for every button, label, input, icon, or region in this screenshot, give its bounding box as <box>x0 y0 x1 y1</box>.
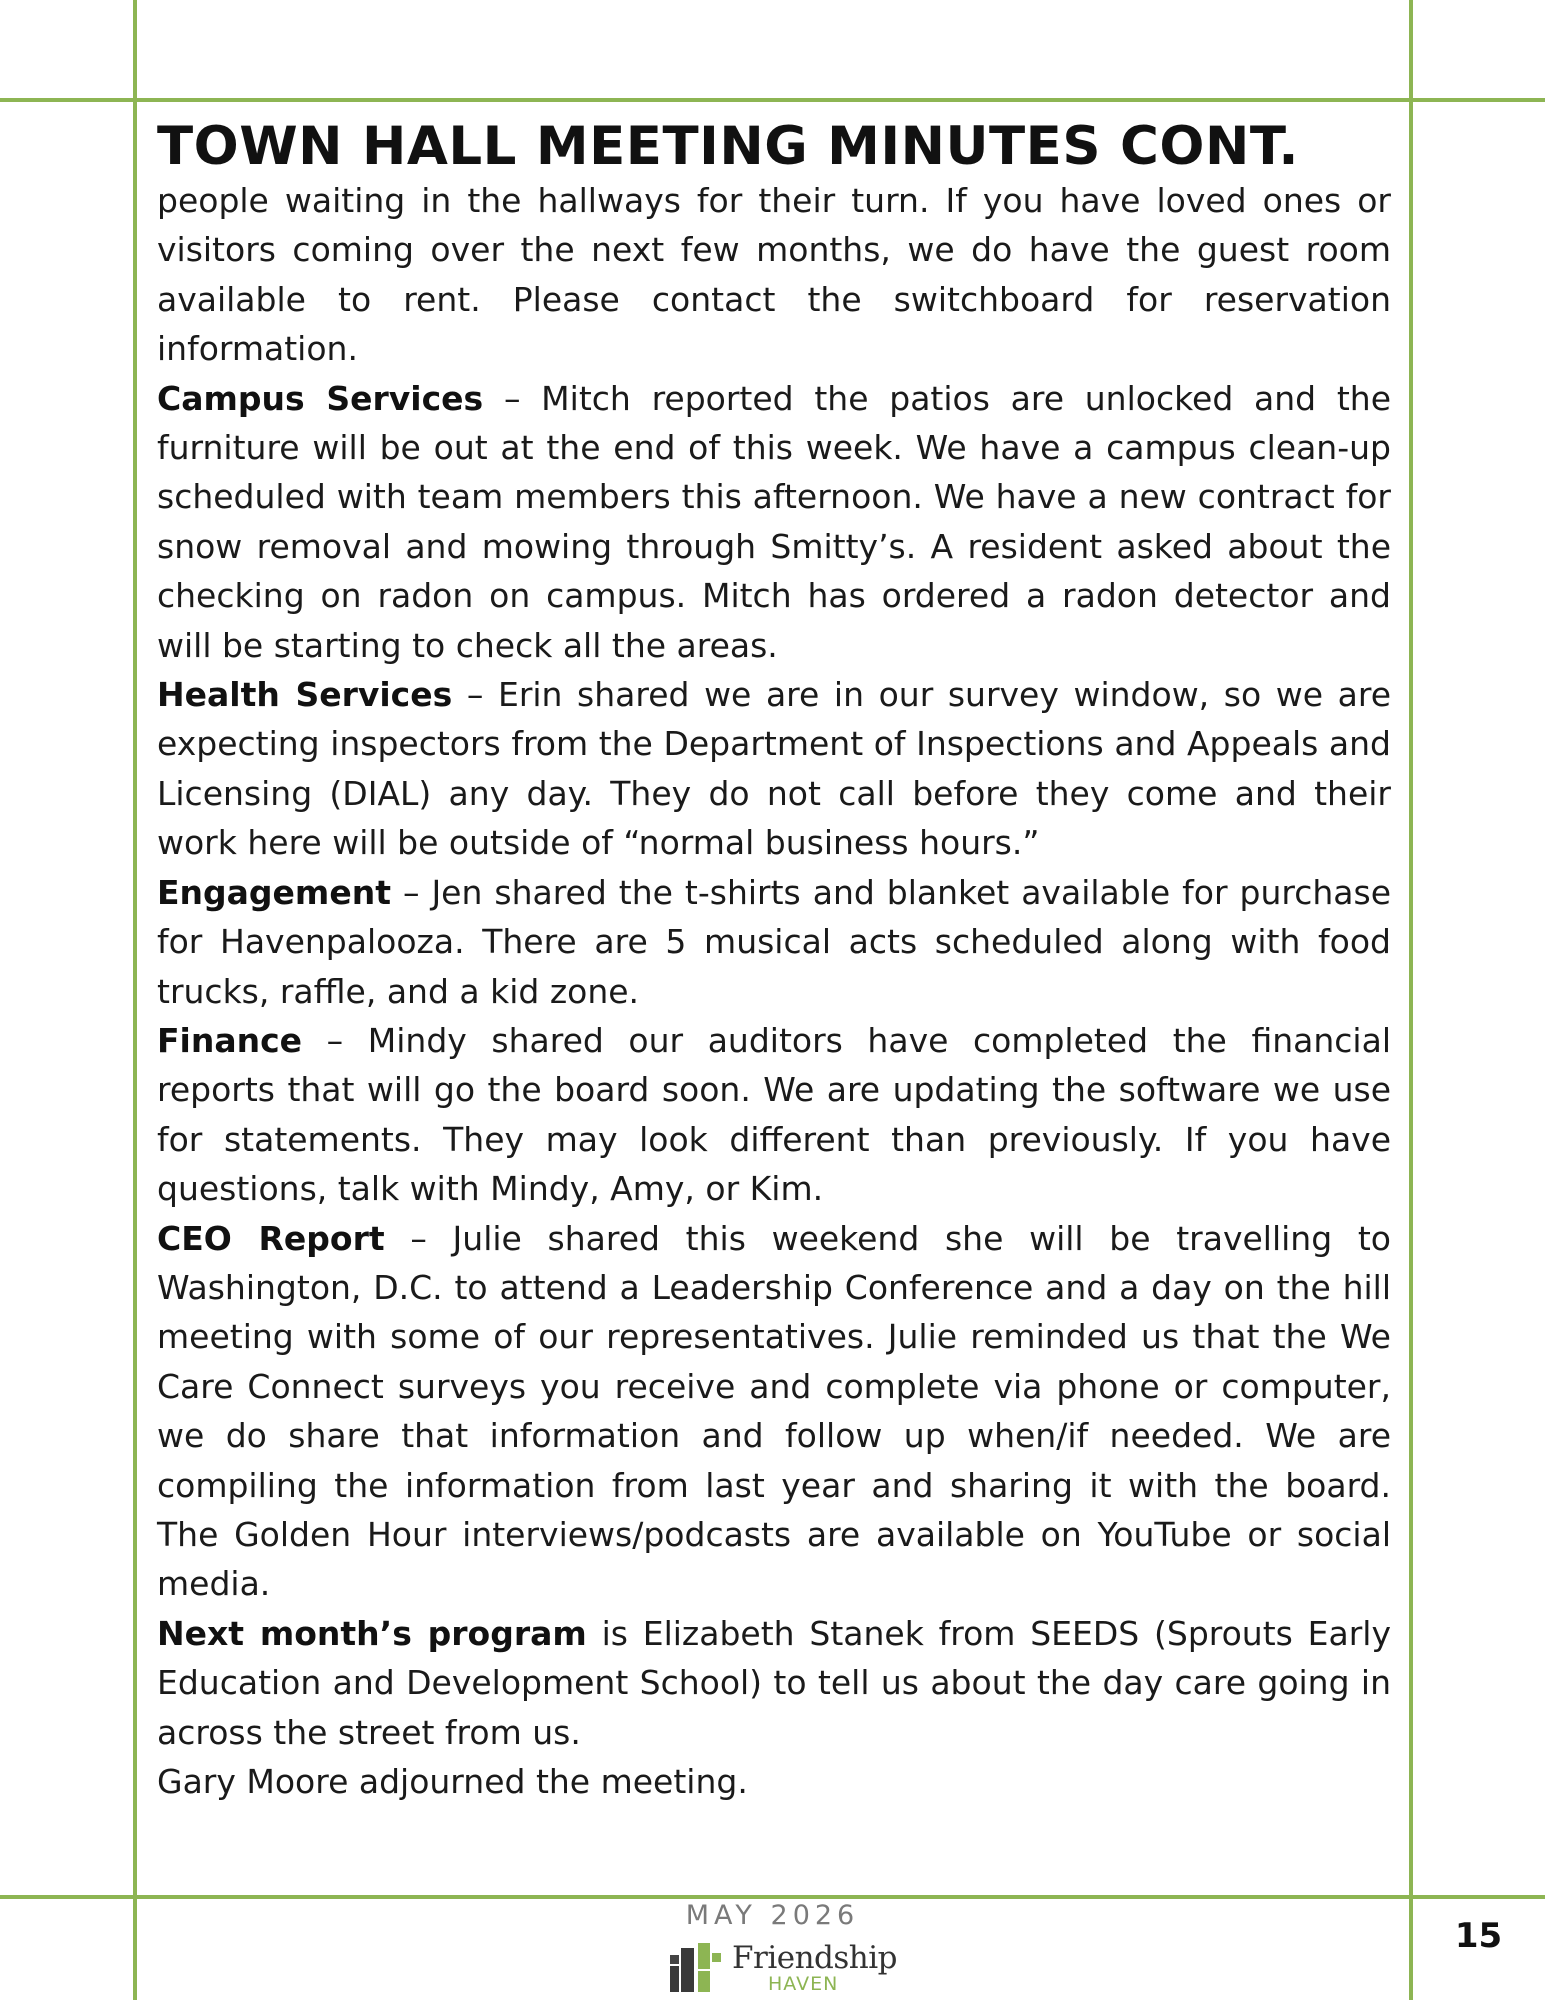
paragraph-heading: Engagement <box>157 872 391 912</box>
logo-name: Friendship <box>732 1939 898 1976</box>
paragraph-heading: Health Services <box>157 675 453 715</box>
page-content <box>157 118 1391 1806</box>
footer-month: MAY 2026 <box>685 1900 860 1931</box>
paragraph-text: Gary Moore adjourned the meeting. <box>157 1762 748 1801</box>
page-number: 15 <box>1454 1916 1503 1956</box>
paragraph-heading: Next month’s program <box>157 1613 587 1653</box>
paragraph-text: – Jen shared the t-shirts and blanket available for purchase for Havenpalooza. There are 5 musical acts scheduled along with food trucks, raffle, and a kid zone. <box>157 872 1391 1011</box>
paragraph-continued <box>157 176 1391 374</box>
paragraph-finance <box>157 1016 1391 1214</box>
paragraph-text: – Mitch reported the patios are unlocked and the furniture will be out at the end of this week. We have a campus clean-up scheduled with team members this afternoon. We have a new contract for snow removal and mowing through Smitty’s. A resident asked about the checking on radon on campus. Mitch has ordered a radon detector and will be starting to check all the areas. <box>157 378 1391 665</box>
paragraph-heading: CEO Report <box>157 1218 385 1258</box>
paragraph-text: – Julie shared this weekend she will be travelling to Washington, D.C. to attend a Leadership Conference and a day on the hill meeting with some of our representatives. Julie reminded us that the We Care Connect surveys you receive and complete via phone or computer, we do share that information and follow up when/if needed. We are compiling the information from last year and sharing it with the board. The Golden Hour interviews/podcasts are available on YouTube or social media. <box>157 1218 1392 1604</box>
paragraph-heading: Campus Services <box>157 378 484 418</box>
paragraph-text: – Mindy shared our auditors have completed the financial reports that will go the board soon. We are updating the software we use for statements. They may look different than previously. If you have questions, talk with Mindy, Amy, or Kim. <box>157 1020 1391 1209</box>
paragraph-next-month-program <box>157 1609 1391 1757</box>
paragraph-text: – Erin shared we are in our survey window, so we are expecting inspectors from the Department of Inspections and Appeals and Licensing (DIAL) any day. They do not call before they come and their work here will be outside of “normal business hours.” <box>157 675 1391 863</box>
top-border-line <box>0 98 1545 102</box>
paragraph-adjourned <box>157 1757 1391 1806</box>
paragraph-text: is Elizabeth Stanek from SEEDS (Sprouts Early Education and Development School) to tell us about the day care going in across the street from us. <box>157 1613 1391 1752</box>
friendship-haven-logo-icon <box>668 1943 730 1993</box>
paragraph-ceo-report <box>157 1214 1391 1609</box>
paragraph-campus-services <box>157 374 1391 670</box>
friendship-haven-logo <box>668 1939 898 1995</box>
logo-subtitle: HAVEN <box>768 1972 839 1995</box>
bottom-border-line <box>0 1895 1545 1899</box>
page-title: TOWN HALL MEETING MINUTES CONT. <box>157 116 1300 177</box>
paragraph-text: people waiting in the hallways for their turn. If you have loved ones or visitors coming over the next few months, we do have the guest room available to rent. Please contact the switchboard for reservation information. <box>157 181 1391 369</box>
right-border-line <box>1409 0 1413 2000</box>
paragraph-health-services <box>157 670 1391 868</box>
paragraph-engagement <box>157 868 1391 1016</box>
paragraph-heading: Finance <box>157 1020 303 1060</box>
left-border-line <box>133 0 137 2000</box>
